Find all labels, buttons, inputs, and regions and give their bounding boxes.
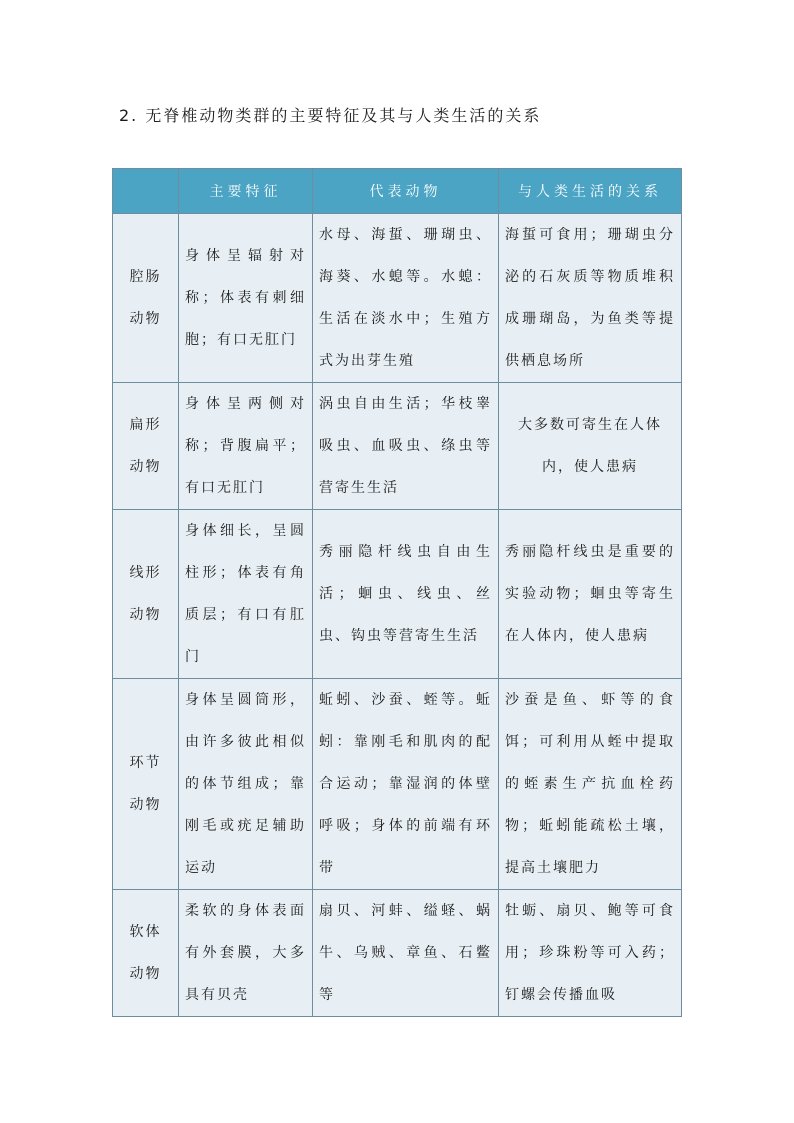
invertebrate-table [112,168,682,1017]
table-row [113,214,682,383]
row-feature: 身体呈辐射对称；体表有刺细胞；有口无肛门 [179,214,313,383]
row-relation: 海蜇可食用；珊瑚虫分泌的石灰质等物质堆积成珊瑚岛，为鱼类等提供栖息场所 [499,214,682,383]
row-example: 涡虫自由生活；华枝睾吸虫、血吸虫、绦虫等营寄生生活 [313,383,499,510]
table-header-row [113,169,682,214]
table-row [113,510,682,679]
row-example: 水母、海蜇、珊瑚虫、海葵、水螅等。水螅：生活在淡水中；生殖方式为出芽生殖 [313,214,499,383]
row-relation: 牡蛎、扇贝、鲍等可食用；珍珠粉等可入药；钉螺会传播血吸 [499,890,682,1017]
section-heading: 2. 无脊椎动物类群的主要特征及其与人类生活的关系 [119,106,542,125]
row-relation: 沙蚕是鱼、虾等的食饵；可利用从蛭中提取的蛭素生产抗血栓药物；蚯蚓能疏松土壤，提高土壤肥力 [499,679,682,890]
row-category: 扁形 动物 [113,383,179,510]
row-category: 腔肠 动物 [113,214,179,383]
row-feature: 身体呈圆筒形，由许多彼此相似的体节组成；靠刚毛或疣足辅助运动 [179,679,313,890]
row-relation: 秀丽隐杆线虫是重要的实验动物；蛔虫等寄生在人体内，使人患病 [499,510,682,679]
row-category: 环节 动物 [113,679,179,890]
row-example: 扇贝、河蚌、缢蛏、蜗牛、乌贼、章鱼、石鳖等 [313,890,499,1017]
row-example: 秀丽隐杆线虫自由生活；蛔虫、线虫、丝虫、钩虫等营寄生生活 [313,510,499,679]
header-example: 代表动物 [313,169,499,214]
row-category: 软体 动物 [113,890,179,1017]
row-relation: 大多数可寄生在人体内，使人患病 [499,383,682,510]
row-example: 蚯蚓、沙蚕、蛭等。蚯蚓：靠刚毛和肌肉的配合运动；靠湿润的体壁呼吸；身体的前端有环带 [313,679,499,890]
row-category: 线形 动物 [113,510,179,679]
row-feature: 柔软的身体表面有外套膜，大多具有贝壳 [179,890,313,1017]
row-feature: 身体呈两侧对称；背腹扁平；有口无肛门 [179,383,313,510]
row-feature: 身体细长，呈圆柱形；体表有角质层；有口有肛门 [179,510,313,679]
header-relation: 与人类生活的关系 [499,169,682,214]
table-row [113,679,682,890]
table-row [113,890,682,1017]
table-row [113,383,682,510]
header-feature: 主要特征 [179,169,313,214]
header-empty [113,169,179,214]
